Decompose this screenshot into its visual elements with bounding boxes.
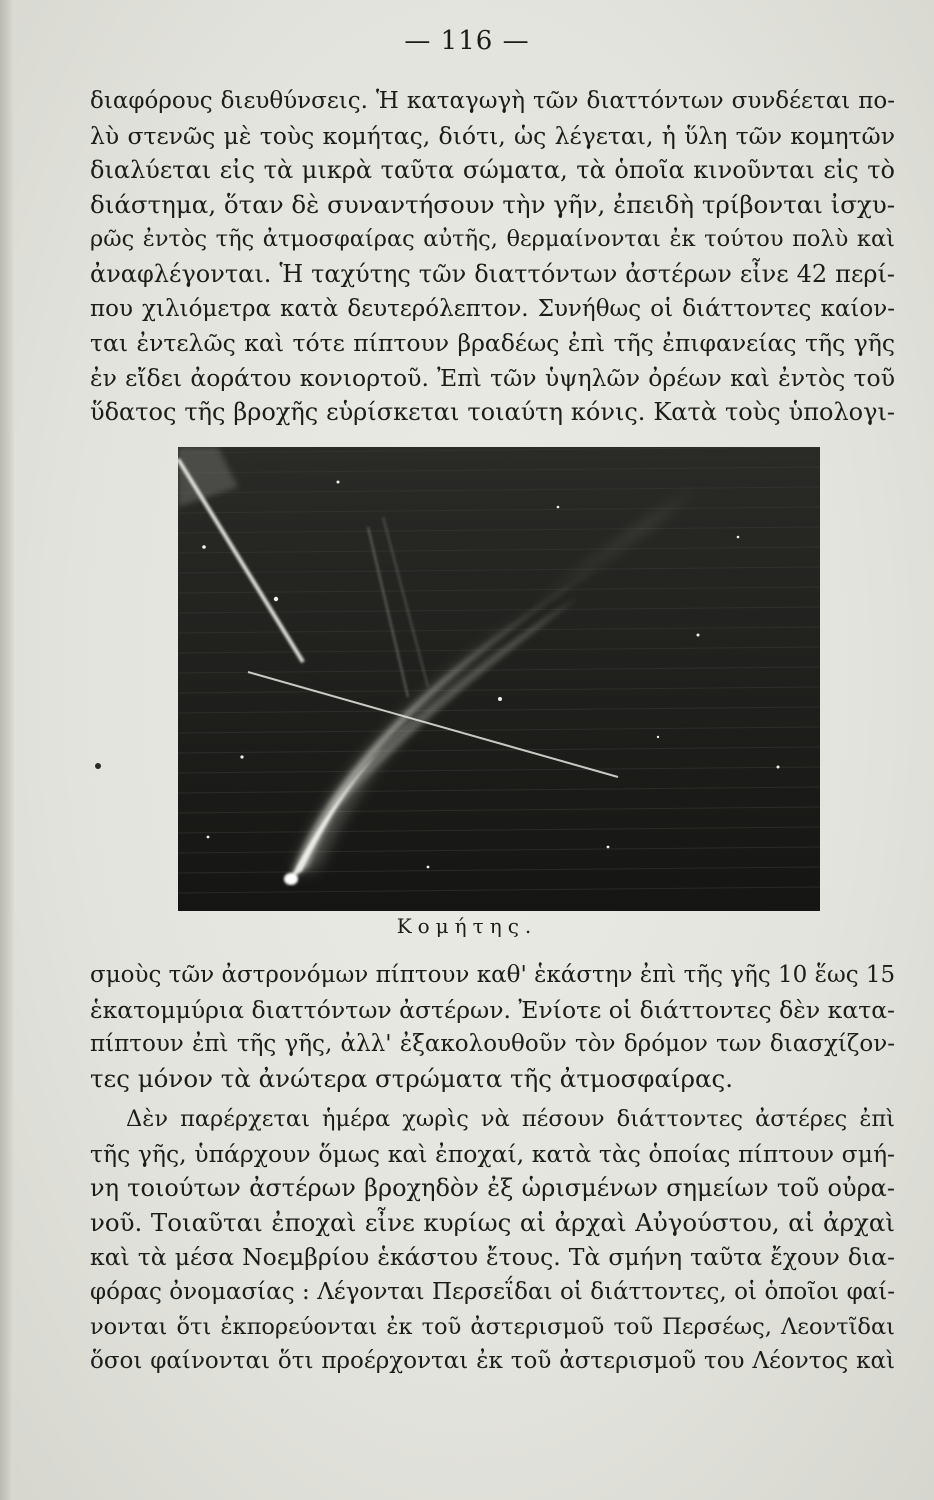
text-line: ἑκατομμύρια διαττόντων ἀστέρων. Ἐνίοτε οἱ διάττοντες δὲν κατα- — [90, 995, 895, 1024]
figure-caption: Κομήτης. — [396, 914, 538, 938]
text-line: διαλύεται εἰς τὰ μικρὰ ταῦτα σώματα, τὰ ὁποῖα κινοῦνται εἰς τὸ — [90, 156, 895, 185]
text-line: τῆς γῆς, ὑπάρχουν ὅμως καὶ ἐποχαί, κατὰ τὰς ὁποίας πίπτουν σμή- — [90, 1139, 895, 1168]
paragraph-middle — [90, 958, 895, 1096]
text-line: τες μόνον τὰ ἀνώτερα στρώματα τῆς ἀτμοσφαίρας. — [90, 1063, 734, 1093]
comet-head — [284, 873, 298, 885]
text-line: ται ἐντελῶς καὶ τότε πίπτουν βραδέως ἐπὶ τῆς ἐπιφανείας τῆς γῆς — [90, 329, 895, 358]
text-line: σμοὺς τῶν ἀστρονόμων πίπτουν καθ' ἑκάστην ἐπὶ τῆς γῆς 10 ἕως 15 — [90, 962, 896, 988]
text-line: λὺ στενῶς μὲ τοὺς κομήτας, διότι, ὡς λέγεται, ἡ ὕλη τῶν κομητῶν — [90, 121, 895, 150]
text-line: φόρας ὀνομασίας : Λέγονται Περσεΐδαι οἱ διάττοντες, οἱ ὁποῖοι φαί- — [90, 1278, 895, 1305]
text-line: ὕδατος τῆς βροχῆς εὑρίσκεται τοιαύτη κόνις. Κατὰ τοὺς ὑπολογι- — [90, 398, 895, 427]
text-line: νονται ὅτι ἐκπορεύονται ἐκ τοῦ ἀστερισμοῦ τοῦ Περσέως, Λεοντῖδαι — [90, 1313, 895, 1340]
comet-illustration — [178, 447, 820, 911]
text-line: διάστημα, ὅταν δὲ συναντήσουν τὴν γῆν, ἐπειδὴ τρίβονται ἰσχυ- — [90, 189, 896, 219]
comet-drawing — [178, 447, 820, 911]
ink-spot — [95, 763, 101, 769]
text-line: καὶ τὰ μέσα Νοεμβρίου ἑκάστου ἔτους. Τὰ σμήνη ταῦτα ἔχουν δια- — [90, 1243, 895, 1272]
paragraph-top — [90, 84, 895, 430]
text-line: ὅσοι φαίνονται ὅτι προέρχονται ἐκ τοῦ ἀστερισμοῦ του Λέοντος καὶ — [90, 1348, 895, 1375]
text-line: που χιλιόμετρα κατὰ δευτερόλεπτον. Συνήθως οἱ διάττοντες καίον- — [90, 295, 895, 322]
page-binding-edge — [0, 0, 14, 1500]
text-line: Δὲν παρέρχεται ἡμέρα χωρὶς νὰ πέσουν διάττοντες ἀστέρες ἐπὶ — [126, 1106, 895, 1132]
text-line: ἀναφλέγονται. Ἡ ταχύτης τῶν διαττόντων ἀστέρων εἶνε 42 περί- — [90, 259, 895, 288]
text-line: νη τοιούτων ἀστέρων βροχηδὸν ἐξ ὡρισμένων σημείων τοῦ οὐρα- — [90, 1174, 895, 1203]
text-line: διαφόρους διευθύνσεις. Ἡ καταγωγὴ τῶν διαττόντων συνδέεται πο- — [90, 88, 895, 114]
paragraph-bottom — [90, 1102, 895, 1379]
text-line: πίπτουν ἐπὶ τῆς γῆς, ἀλλ' ἐξακολουθοῦν τὸν δρόμον των διασχίζον- — [90, 1031, 895, 1058]
text-line: ρῶς ἐντὸς τῆς ἀτμοσφαίρας αὐτῆς, θερμαίνονται ἐκ τούτου πολὺ καὶ — [90, 226, 895, 253]
page-number: — 116 — — [404, 26, 530, 56]
text-line: νοῦ. Τοιαῦται ἐποχαὶ εἶνε κυρίως αἱ ἀρχαὶ Αὐγούστου, αἱ ἀρχαὶ — [90, 1207, 895, 1237]
text-line: ἐν εἴδει ἀοράτου κονιορτοῦ. Ἐπὶ τῶν ὑψηλῶν ὀρέων καὶ ἐντὸς τοῦ — [90, 363, 895, 392]
